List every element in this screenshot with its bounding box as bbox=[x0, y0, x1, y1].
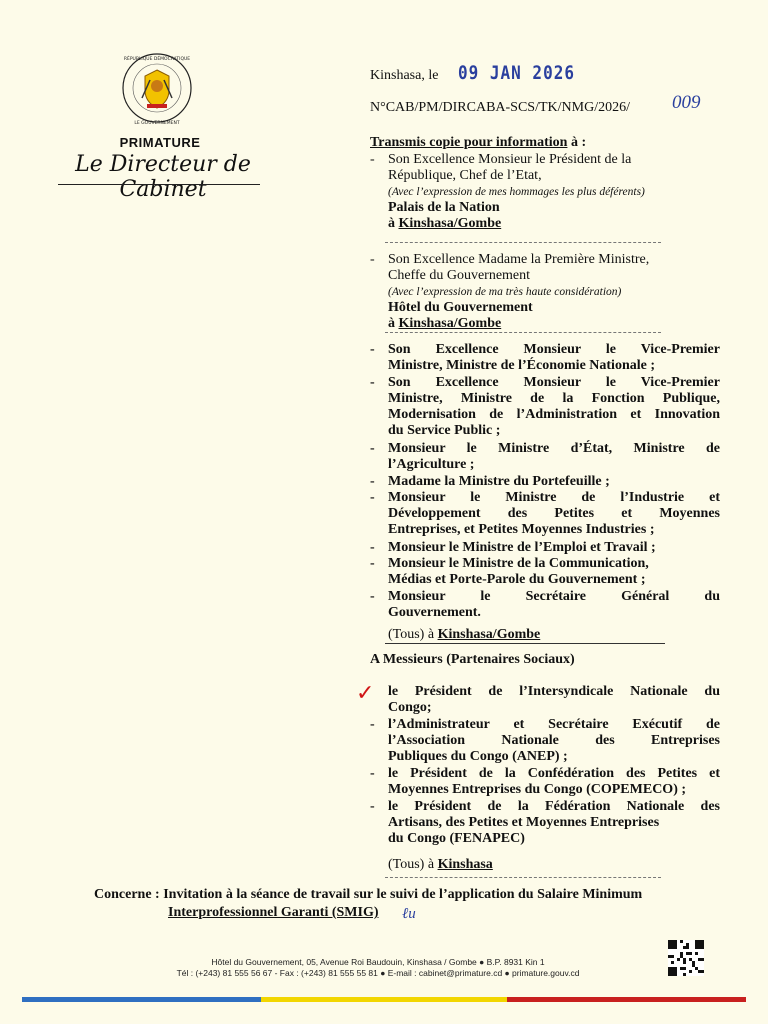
recipient-line: Son Excellence Monsieur le Président de la bbox=[388, 152, 632, 167]
svg-text:RÉPUBLIQUE DÉMOCRATIQUE: RÉPUBLIQUE DÉMOCRATIQUE bbox=[123, 57, 191, 62]
minister-item bbox=[370, 540, 720, 556]
list-dash: - bbox=[370, 799, 375, 814]
subject-text: Invitation à la séance de travail sur le suivi de l’application du Salaire Minimum bbox=[163, 887, 643, 902]
institution-title: PRIMATURE bbox=[119, 135, 201, 150]
transmission-label: Transmis copie pour information bbox=[370, 135, 568, 150]
flag-yellow-segment bbox=[261, 997, 507, 1002]
minister-line: Médias et Porte-Parole du Gouvernement ; bbox=[388, 572, 646, 587]
minister-item bbox=[370, 589, 720, 621]
flag-blue-segment bbox=[22, 997, 261, 1002]
list-dash: - bbox=[370, 152, 375, 167]
transmission-suffix: à : bbox=[567, 135, 587, 150]
qr-code-icon bbox=[668, 940, 704, 976]
office-title: Le Directeur de Cabinet bbox=[75, 152, 251, 202]
minister-line: Son Excellence Monsieur le Vice-Premier bbox=[388, 375, 720, 390]
recipient-city: Kinshasa bbox=[437, 857, 493, 872]
separator-dashed bbox=[385, 332, 661, 333]
minister-line: Monsieur le Ministre d’État, Ministre de bbox=[388, 441, 720, 456]
partners-city bbox=[370, 857, 720, 873]
transmission-heading bbox=[370, 135, 586, 151]
minister-line: Ministre, Ministre de l’Économie Nationale ; bbox=[388, 358, 655, 373]
footer-address: Hôtel du Gouvernement, 05, Avenue Roi Baudouin, Kinshasa / Gombe ● B.P. 8931 Kin 1 bbox=[211, 957, 545, 967]
ministers-city bbox=[370, 627, 720, 643]
partners-heading: A Messieurs (Partenaires Sociaux) bbox=[370, 652, 575, 667]
minister-item bbox=[370, 556, 720, 588]
separator-line bbox=[385, 643, 665, 644]
minister-line: Gouvernement. bbox=[388, 605, 481, 620]
list-dash: - bbox=[370, 717, 375, 732]
courtesy-note: (Avec l’expression de mes hommages les plus déférents) bbox=[388, 186, 645, 198]
partner-line: le Président de la Fédération Nationale des bbox=[388, 799, 720, 814]
city-prefix: (Tous) à bbox=[388, 857, 438, 872]
partner-line: Publiques du Congo (ANEP) ; bbox=[388, 749, 568, 764]
recipient-city: Kinshasa/Gombe bbox=[398, 316, 502, 331]
list-dash: - bbox=[370, 474, 375, 489]
recipient-place: Palais de la Nation bbox=[388, 200, 500, 215]
city-prefix: (Tous) à bbox=[388, 627, 438, 642]
flag-color-bar bbox=[22, 997, 746, 1002]
minister-line: Développement des Petites et Moyennes bbox=[388, 506, 720, 521]
list-dash: - bbox=[370, 375, 375, 390]
list-dash: - bbox=[370, 589, 375, 604]
minister-line: Modernisation de l’Administration et Innovation bbox=[388, 407, 720, 422]
recipient-line: Son Excellence Madame la Première Ministre, bbox=[388, 252, 650, 267]
recipient-place: Hôtel du Gouvernement bbox=[388, 300, 533, 315]
reference-handwritten-number: 009 bbox=[672, 92, 701, 113]
place-date-label: Kinshasa, le bbox=[370, 68, 439, 83]
subject-line bbox=[94, 887, 694, 903]
minister-line: Monsieur le Secrétaire Général du bbox=[388, 589, 720, 604]
minister-line: Monsieur le Ministre de la Communication, bbox=[388, 556, 649, 571]
recipient-prime-minister bbox=[370, 252, 720, 332]
reference-number: N°CAB/PM/DIRCABA-SCS/TK/NMG/2026/ bbox=[370, 100, 630, 115]
minister-item bbox=[370, 375, 720, 439]
separator-dashed bbox=[385, 242, 661, 243]
list-dash: - bbox=[370, 490, 375, 505]
minister-line: Entreprises, et Petites Moyennes Industries ; bbox=[388, 522, 655, 537]
minister-item bbox=[370, 441, 720, 473]
partner-line: Moyennes Entreprises du Congo (COPEMECO) ; bbox=[388, 782, 687, 797]
svg-text:LE GOUVERNEMENT: LE GOUVERNEMENT bbox=[134, 121, 180, 126]
minister-line: Son Excellence Monsieur le Vice-Premier bbox=[388, 342, 720, 357]
check-mark-icon: ✓ bbox=[356, 681, 375, 706]
partner-line: Congo; bbox=[388, 700, 432, 715]
partner-line: le Président de l’Intersyndicale Nationale du bbox=[388, 684, 720, 699]
minister-line: Monsieur le Ministre de l’Industrie et bbox=[388, 490, 720, 505]
footer-contacts: Tél : (+243) 81 555 56 67 - Fax : (+243) 81 555 55 81 ● E-mail : cabinet@primature.cd ● primature.gouv.cd bbox=[176, 968, 580, 978]
handwritten-initial: ℓu bbox=[402, 906, 416, 922]
recipient-line: République, Chef de l’Etat, bbox=[388, 168, 542, 183]
list-dash: - bbox=[370, 342, 375, 357]
list-dash: - bbox=[370, 252, 375, 267]
city-prefix: à bbox=[388, 316, 399, 331]
partner-line: du Congo (FENAPEC) bbox=[388, 831, 525, 846]
partner-line: le Président de la Confédération des Petites et bbox=[388, 766, 720, 781]
list-dash: - bbox=[370, 540, 375, 555]
minister-line: Monsieur le Ministre de l’Emploi et Travail ; bbox=[388, 540, 656, 555]
recipient-line: Cheffe du Gouvernement bbox=[388, 268, 531, 283]
title-divider bbox=[58, 184, 260, 185]
minister-item bbox=[370, 474, 720, 490]
recipient-president bbox=[370, 152, 720, 232]
partner-item bbox=[370, 717, 720, 765]
recipient-city: Kinshasa/Gombe bbox=[437, 627, 541, 642]
list-dash: - bbox=[370, 766, 375, 781]
city-prefix: à bbox=[388, 216, 399, 231]
minister-item bbox=[370, 490, 720, 538]
list-dash: - bbox=[370, 556, 375, 571]
partner-line: Artisans, des Petites et Moyennes Entreprises bbox=[388, 815, 660, 830]
minister-item bbox=[370, 342, 720, 374]
minister-line: Ministre, Ministre de la Fonction Publique, bbox=[388, 391, 720, 406]
coat-of-arms-seal-icon bbox=[120, 50, 194, 130]
list-dash: - bbox=[370, 441, 375, 456]
partner-item bbox=[370, 684, 720, 716]
separator-dashed bbox=[385, 877, 661, 878]
partner-line: l’Association Nationale des Entreprises bbox=[388, 733, 720, 748]
minister-line: du Service Public ; bbox=[388, 423, 501, 438]
recipient-city: Kinshasa/Gombe bbox=[398, 216, 502, 231]
flag-red-segment bbox=[507, 997, 746, 1002]
partner-item bbox=[370, 766, 720, 798]
date-stamp: 09 JAN 2026 bbox=[458, 61, 575, 84]
subject-label: Concerne : bbox=[94, 887, 160, 902]
partner-line: l’Administrateur et Secrétaire Exécutif de bbox=[388, 717, 720, 732]
subject-text-continued: Interprofessionnel Garanti (SMIG) bbox=[168, 905, 379, 920]
courtesy-note: (Avec l’expression de ma très haute considération) bbox=[388, 286, 622, 298]
minister-line: Madame la Ministre du Portefeuille ; bbox=[388, 474, 610, 489]
minister-line: l’Agriculture ; bbox=[388, 457, 475, 472]
partner-item bbox=[370, 799, 720, 847]
